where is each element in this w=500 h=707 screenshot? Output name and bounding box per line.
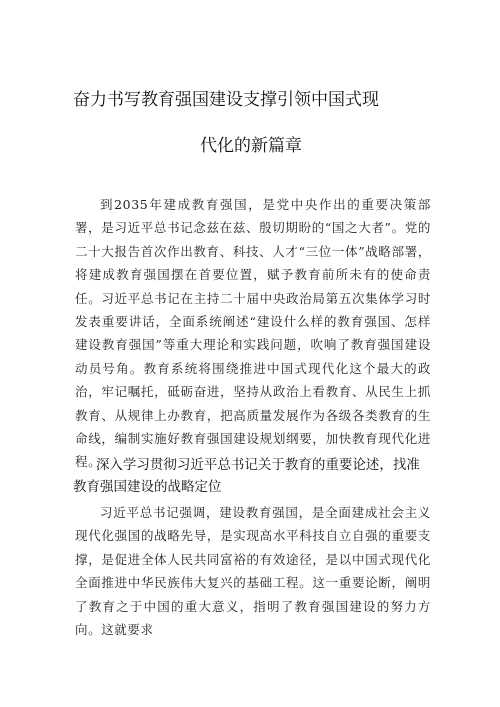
intro-paragraph: 到2035年建成教育强国，是党中央作出的重要决策部署，是习近平总书记念兹在兹、殷切期盼的“国之大者”。党的二十大报告首次作出教育、科技、人才“三位一体”战略部署，将建成教育强国摆在首要位置，赋予教育前所未有的使命责任。习近平总书记在主持二十届中央政治局第五次集体学习时发表重要讲话，全面系统阐述“建设什么样的教育强国、怎样建设教育强国”等重大理论和实践问题，吹响了教育强国建设动员号角。教育系统将围绕推进中国式现代化这个最大的政治，牢记嘱托，砥砺奋进，坚持从政治上看教育、从民生上抓教育、从规律上办教育，把高质量发展作为各级各类教育的生命线，编制实施好教育强国建设规划纲要，加快教育现代化进程。 <box>75 197 431 470</box>
document-title-line-1: 奋力书写教育强国建设支撑引领中国式现 <box>73 90 379 110</box>
section-paragraph: 习近平总书记强调，建设教育强国，是全面建成社会主义现代化强国的战略先导，是实现高水平科技自立自强的重要支撑，是促进全体人民共同富裕的有效途径，是以中国式现代化全面推进中华民族伟大复兴的基础工程。这一重要论断，阐明了教育之于中国的重大意义，指明了教育强国建设的努力方向。这就要求 <box>75 505 431 638</box>
document-title-line-2: 代化的新篇章 <box>200 136 302 156</box>
section-heading: 深入学习贯彻习近平总书记关于教育的重要论述，找准教育强国建设的战略定位 <box>73 457 420 495</box>
